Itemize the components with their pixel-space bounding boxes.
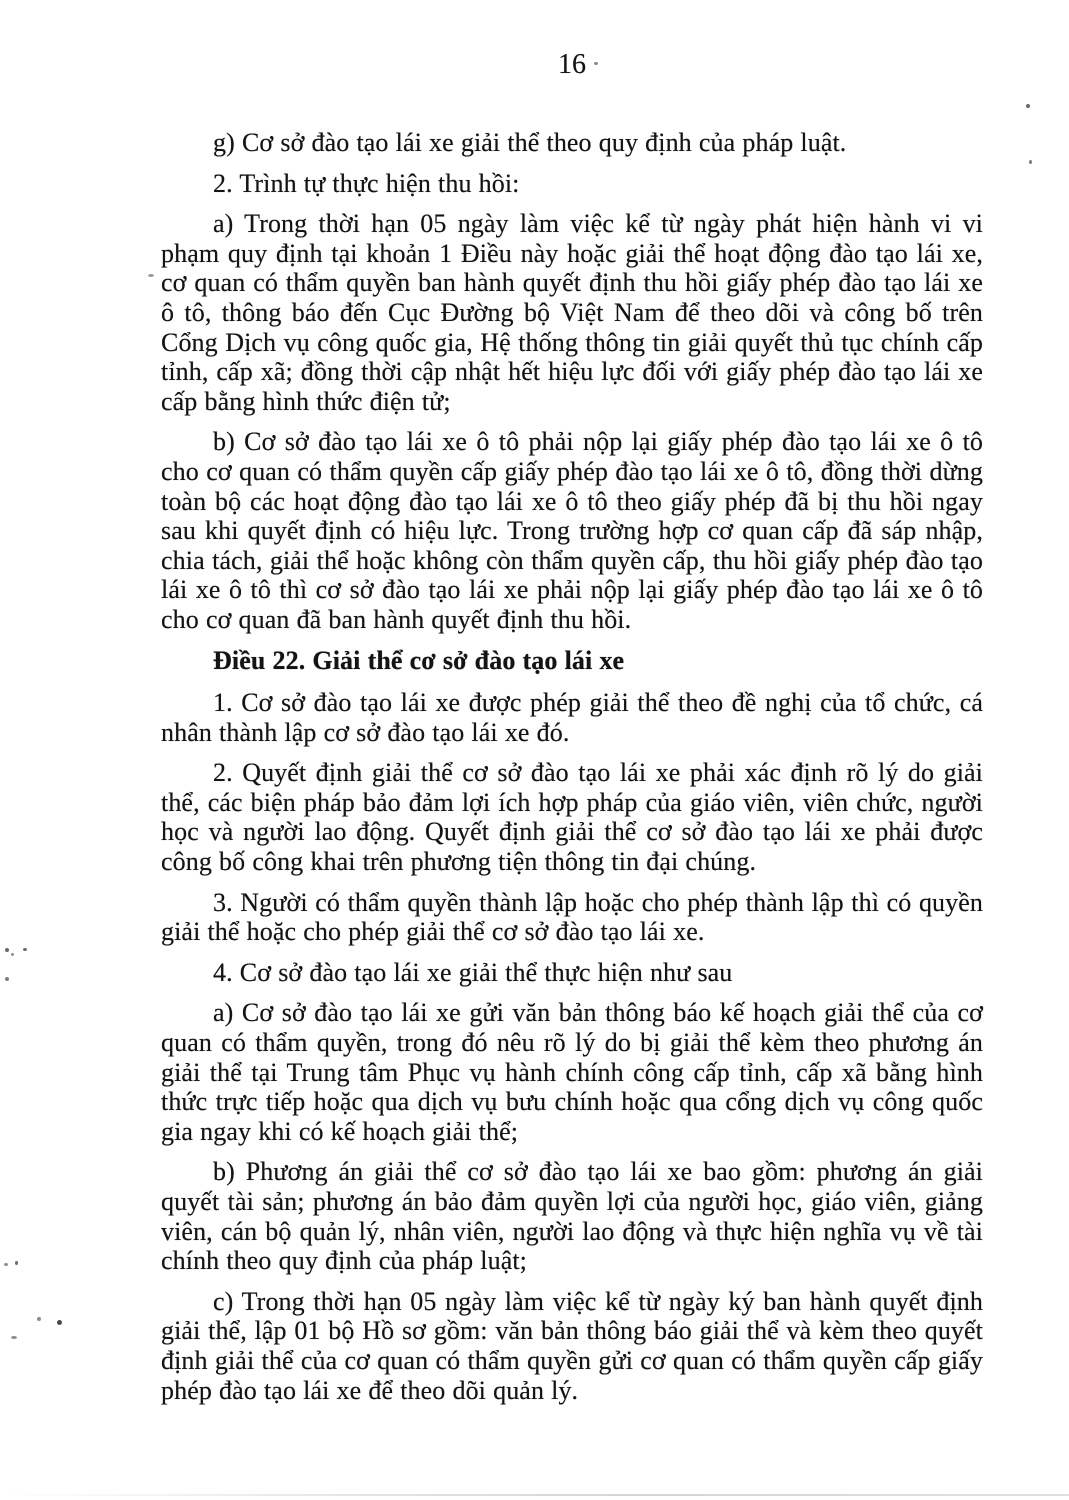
scan-speck <box>37 1317 41 1321</box>
clause-22-4c: c) Trong thời hạn 05 ngày làm việc kể từ ngày ký ban hành quyết định giải thể, lập 01 bộ Hồ sơ gồm: văn bản thông báo giải thể và kèm theo quyết định giải thể của cơ quan có thẩm quyền gửi cơ quan có thẩm quyền cấp giấy phép đào tạo lái xe để theo dõi quản lý. <box>161 1286 983 1405</box>
clause-2b: b) Cơ sở đào tạo lái xe ô tô phải nộp lại giấy phép đào tạo lái xe ô tô cho cơ quan có thẩm quyền cấp giấy phép đào tạo lái xe ô tô, đồng thời dừng toàn bộ các hoạt động đào tạo lái xe ô tô theo giấy phép đã bị thu hồi ngay sau khi quyết định có hiệu lực. Trong trường hợp cơ quan cấp đã sáp nhập, chia tách, giải thể hoặc không còn thẩm quyền cấp, thu hồi giấy phép đào tạo lái xe ô tô thì cơ sở đào tạo lái xe phải nộp lại giấy phép đào tạo lái xe ô tô cho cơ quan đã ban hành quyết định thu hồi. <box>161 427 983 634</box>
scan-speck <box>57 1320 62 1325</box>
clause-g: g) Cơ sở đào tạo lái xe giải thể theo quy định của pháp luật. <box>213 128 847 157</box>
clause-22-4a: a) Cơ sở đào tạo lái xe gửi văn bản thông báo kế hoạch giải thể của cơ quan có thẩm quyền, trong đó nêu rõ lý do bị giải thể kèm theo phương án giải thể tại Trung tâm Phục vụ hành chính công cấp tỉnh, cấp xã bằng hình thức trực tiếp hoặc qua dịch vụ bưu chính hoặc qua cổng dịch vụ công quốc gia ngay khi có kế hoạch giải thể; <box>161 998 983 1146</box>
scan-speck <box>1026 104 1030 108</box>
scan-speck <box>11 953 14 956</box>
page-number: 16 <box>558 49 586 80</box>
clause-22-4b: b) Phương án giải thể cơ sở đào tạo lái xe bao gồm: phương án giải quyết tài sản; phương án bảo đảm quyền lợi của người học, giáo viên, giảng viên, cán bộ quản lý, nhân viên, người lao động và thực hiện nghĩa vụ về tài chính theo quy định của pháp luật; <box>161 1157 983 1276</box>
scan-speck <box>4 1263 8 1266</box>
clause-2a: a) Trong thời hạn 05 ngày làm việc kể từ ngày phát hiện hành vi vi phạm quy định tại khoản 1 Điều này hoặc giải thể hoạt động đào tạo lái xe, cơ quan có thẩm quyền ban hành quyết định thu hồi giấy phép đào tạo lái xe ô tô, thông báo đến Cục Đường bộ Việt Nam để theo dõi và công bố trên Cổng Dịch vụ công quốc gia, Hệ thống thông tin giải quyết thủ tục chính cấp tỉnh, cấp xã; đồng thời cập nhật hết hiệu lực đối với giấy phép đào tạo lái xe cấp bằng hình thức điện tử; <box>161 209 983 416</box>
clause-22-3: 3. Người có thẩm quyền thành lập hoặc cho phép thành lập thì có quyền giải thể hoặc cho phép giải thể cơ sở đào tạo lái xe. <box>161 887 983 947</box>
clause-22-4: 4. Cơ sở đào tạo lái xe giải thể thực hiện như sau <box>213 957 733 987</box>
scan-speck <box>5 948 9 952</box>
clause-22-2: 2. Quyết định giải thể cơ sở đào tạo lái xe phải xác định rõ lý do giải thể, các biện pháp bảo đảm lợi ích hợp pháp của giáo viên, viên chức, người học và người lao động. Quyết định giải thể cơ sở đào tạo lái xe phải được công bố công khai trên phương tiện thông tin đại chúng. <box>161 758 983 877</box>
document-body <box>161 128 983 1416</box>
scan-speck <box>5 977 9 981</box>
scan-speck <box>1029 160 1032 164</box>
scan-edge-line <box>0 1494 1069 1496</box>
clause-22-1: 1. Cơ sở đào tạo lái xe được phép giải thể theo đề nghị của tổ chức, cá nhân thành lập cơ sở đào tạo lái xe đó. <box>161 688 983 747</box>
scan-speck <box>594 62 598 65</box>
article-22-heading: Điều 22. Giải thể cơ sở đào tạo lái xe <box>213 645 625 675</box>
scan-speck <box>15 1261 18 1265</box>
clause-2-intro: 2. Trình tự thực hiện thu hồi: <box>213 168 520 198</box>
scan-speck <box>23 948 27 951</box>
scan-speck <box>148 274 154 277</box>
scan-speck <box>11 1336 17 1339</box>
